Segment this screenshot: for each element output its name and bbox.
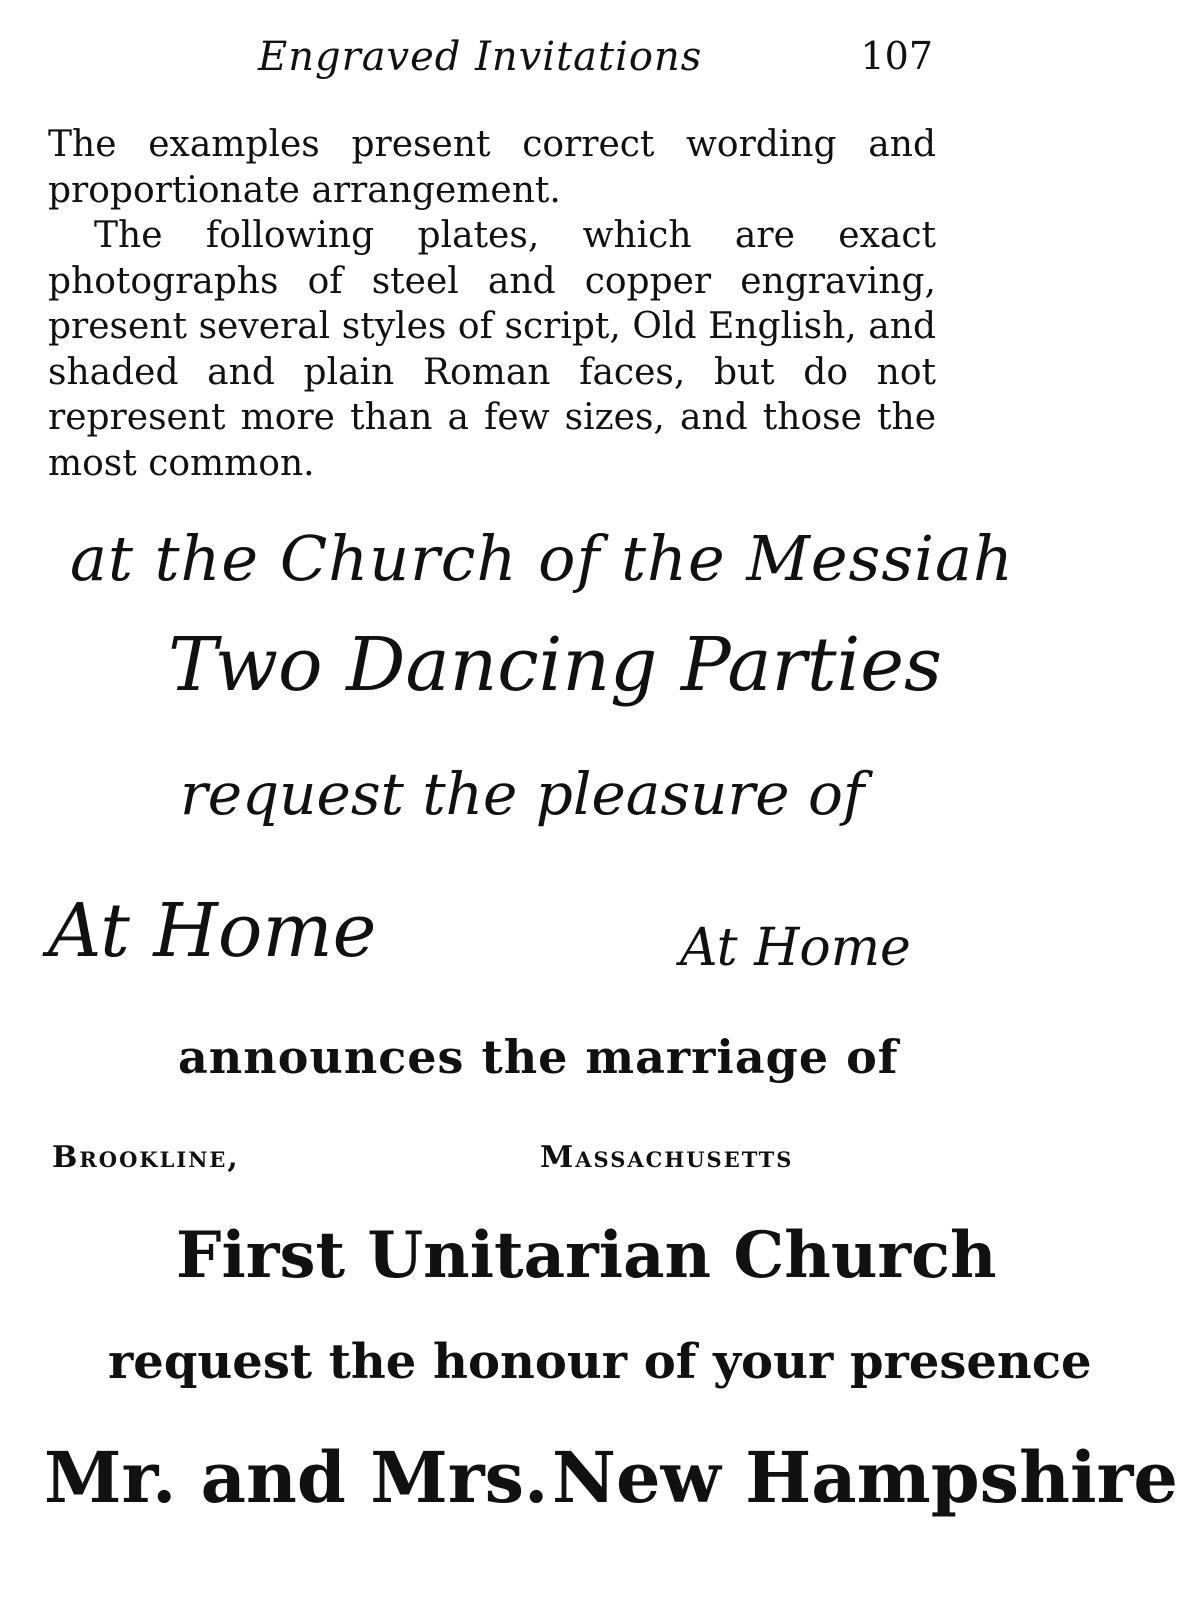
roman-sample-brookline: Brookline, (52, 1140, 240, 1175)
old-english-sample-first-unitarian-church: First Unitarian Church (176, 1218, 997, 1293)
script-sample-at-home-large: At Home (48, 888, 377, 974)
running-head (0, 34, 1007, 94)
page-number: 107 (860, 34, 933, 78)
script-sample-church-of-the-messiah: at the Church of the Messiah (70, 522, 1014, 595)
roman-sample-massachusetts: Massachusetts (540, 1140, 794, 1175)
text-sample-new-hampshire: New Hampshire (552, 1436, 1178, 1519)
script-sample-request-the-pleasure: request the pleasure of (180, 760, 865, 828)
text-sample-request-the-honour: request the honour of your presence (108, 1334, 1092, 1390)
script-sample-two-dancing-parties: Two Dancing Parties (168, 622, 943, 708)
old-english-sample-announces-marriage: announces the marriage of (178, 1030, 899, 1084)
script-sample-at-home-small: At Home (680, 918, 911, 978)
running-title: Engraved Invitations (258, 34, 703, 80)
paragraph-intro: The examples present correct wording and proportionate arrangement. (48, 124, 936, 211)
body-text (48, 122, 936, 486)
paragraph-plates: The following plates, which are exact photographs of steel and copper engraving, present several styles of script, Old English, and shaded and plain Roman faces, but do not represent more than a few sizes, and those the most common. (48, 215, 936, 484)
text-sample-mr-and-mrs: Mr. and Mrs. (44, 1436, 549, 1519)
